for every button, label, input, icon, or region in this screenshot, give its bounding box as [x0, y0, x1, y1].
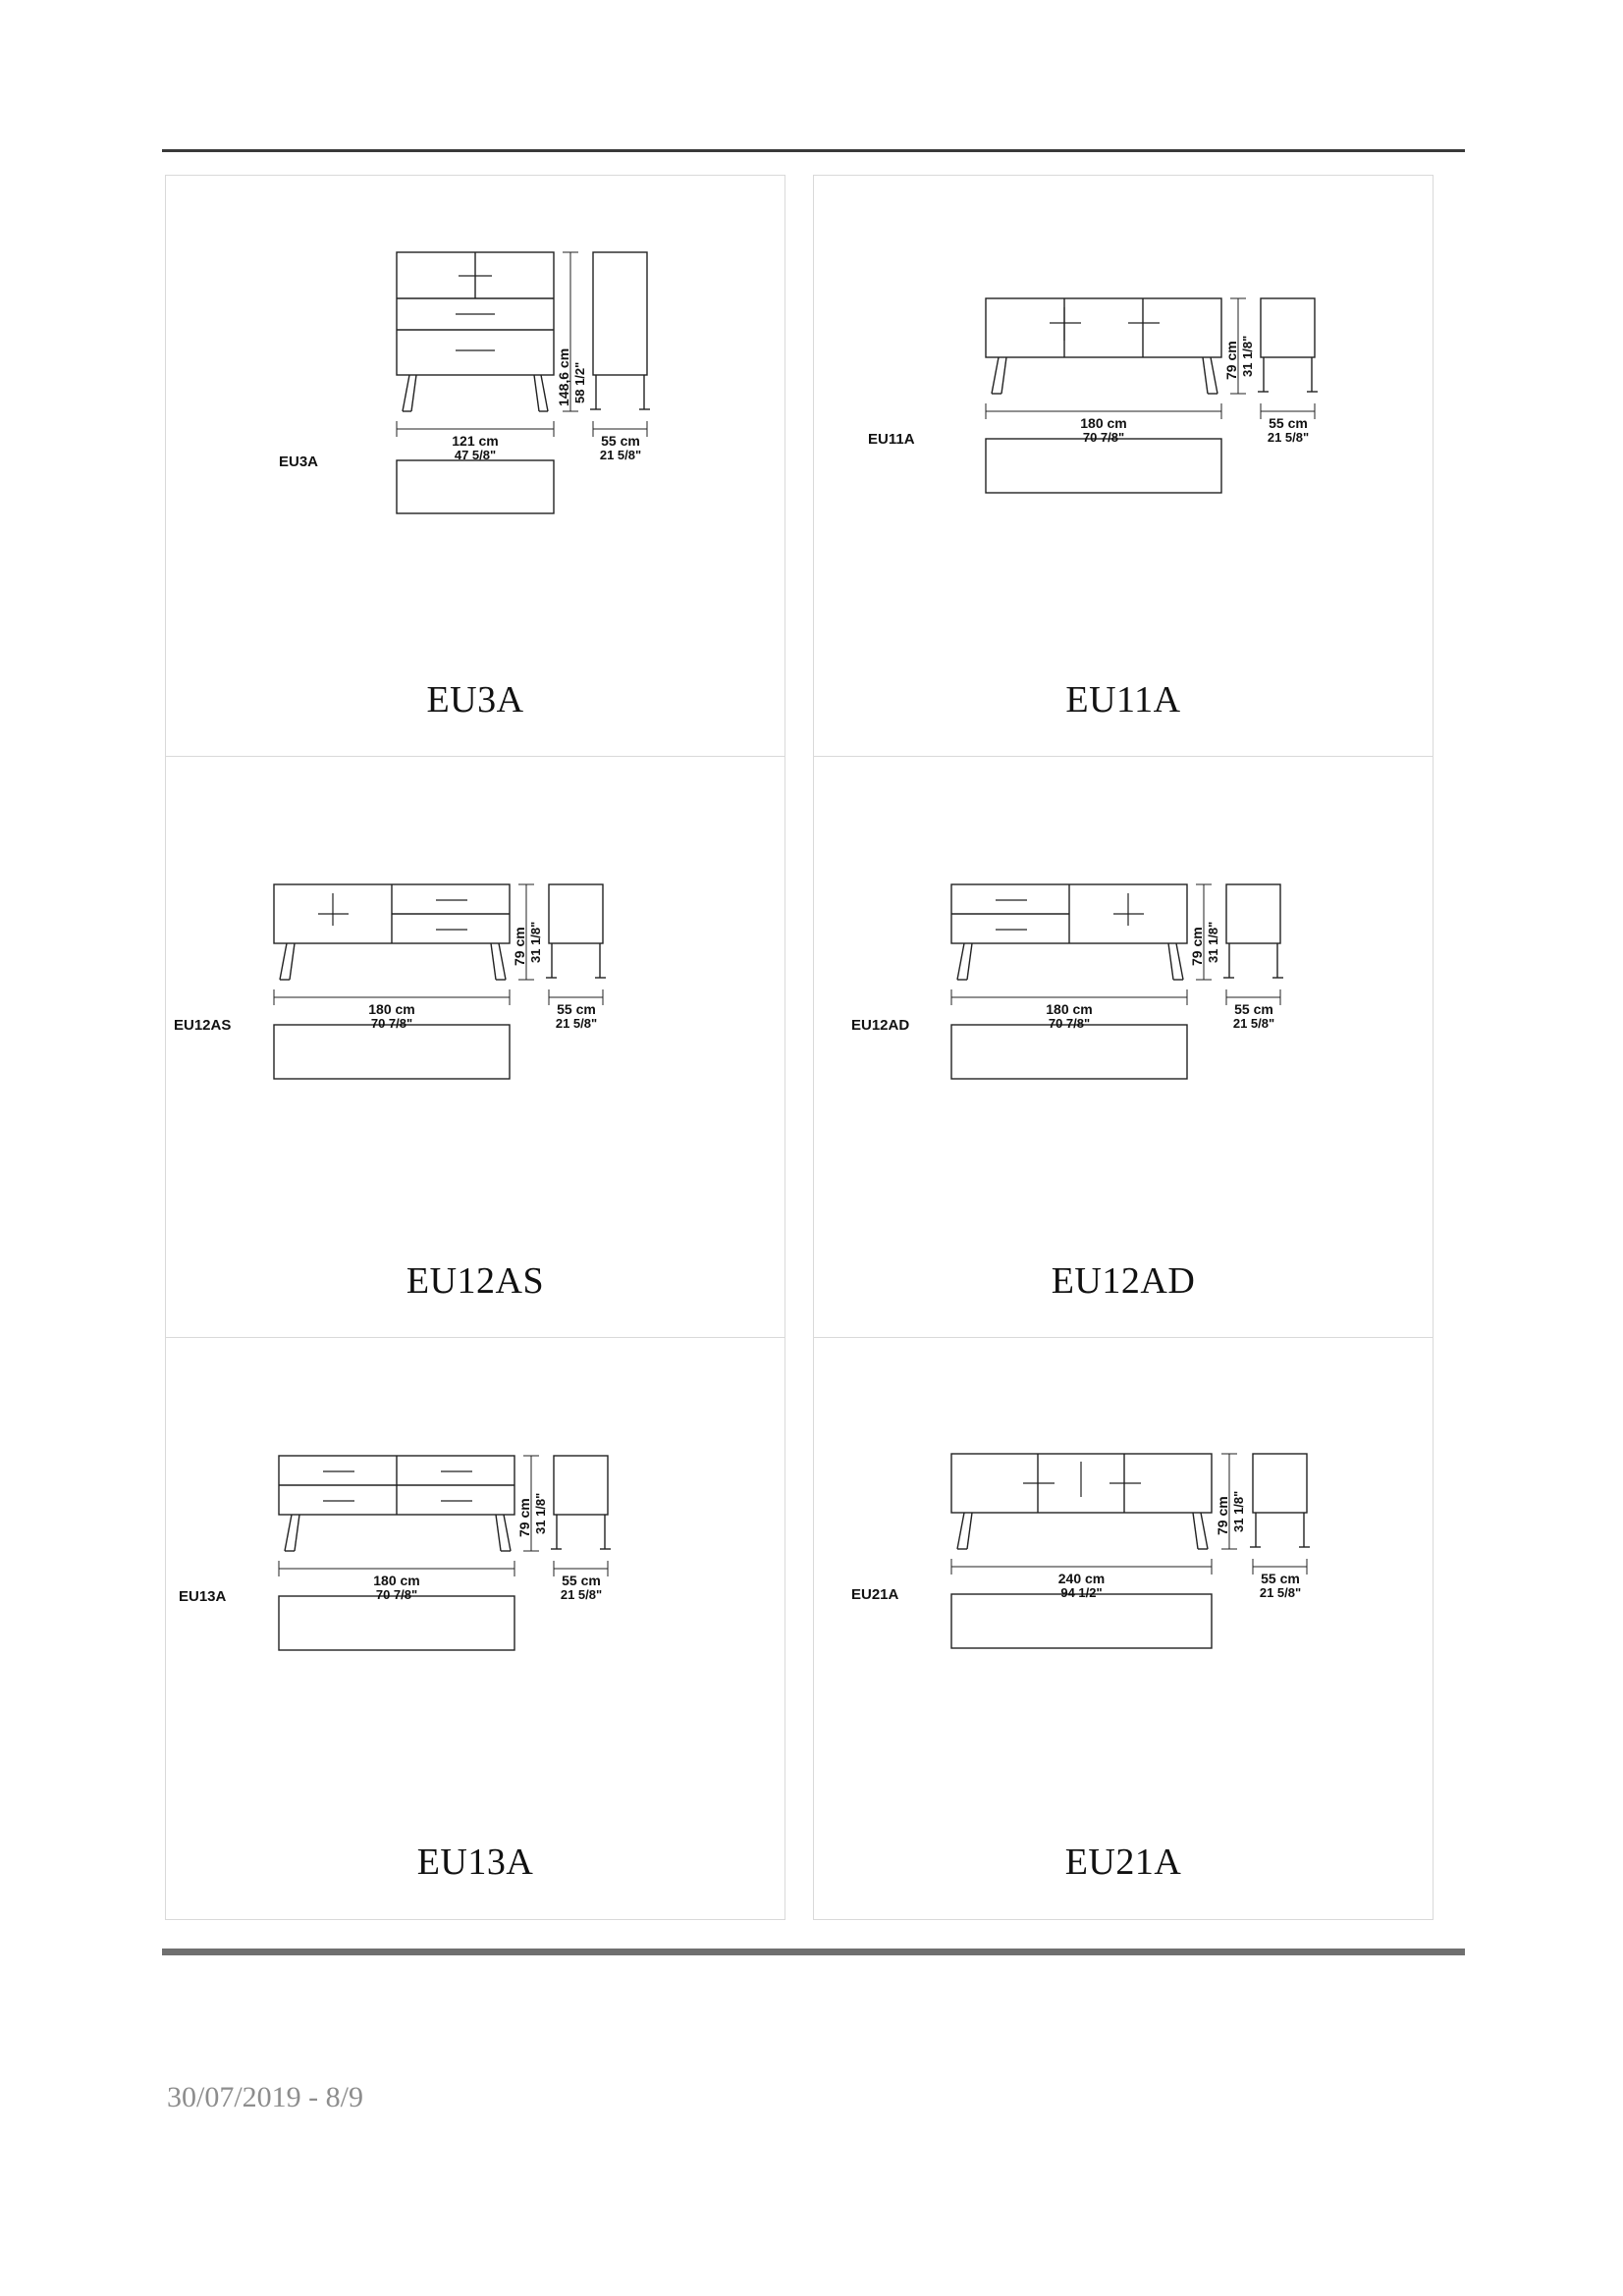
- front-width-cm: 180 cm: [368, 1001, 415, 1017]
- front-width-cm: 240 cm: [1057, 1571, 1106, 1586]
- front-height-inch-eu11a: [1240, 336, 1255, 377]
- front-height-in: 31 1/8": [1206, 921, 1220, 963]
- page-footer: 30/07/2019 - 8/9: [167, 2081, 363, 2113]
- front-width-dim-eu12ad: [951, 1001, 1187, 1032]
- front-height-in: 31 1/8": [1240, 335, 1255, 377]
- side-depth-cm: 55 cm: [562, 1573, 601, 1588]
- front-height-cm: 79 cm: [1189, 927, 1205, 966]
- side-depth-dim-eu12ad: [1216, 1001, 1292, 1032]
- front-width-in: 70 7/8": [375, 1587, 418, 1603]
- front-width-dim-eu11a: [986, 415, 1221, 446]
- code-label-eu12as: EU12AS: [174, 1017, 232, 1034]
- side-depth-dim-eu21a: [1242, 1571, 1319, 1601]
- code-label-eu21a: EU21A: [851, 1586, 899, 1603]
- top-divider: [162, 149, 1465, 152]
- front-height-dim-eu3a: [556, 348, 571, 406]
- technical-drawing-eu12as: [166, 757, 784, 1338]
- technical-drawing-eu12ad: [814, 757, 1433, 1338]
- product-title-eu12as: EU12AS: [406, 1260, 545, 1302]
- front-width-dim-eu21a: [951, 1571, 1212, 1601]
- front-width-cm: 180 cm: [1046, 1001, 1093, 1017]
- technical-drawing-eu21a: [814, 1338, 1433, 1919]
- code-label-eu3a: EU3A: [279, 454, 319, 470]
- side-depth-cm: 55 cm: [601, 433, 640, 449]
- front-height-dim-eu13a: [516, 1498, 532, 1537]
- front-height-inch-eu21a: [1231, 1491, 1246, 1532]
- front-height-cm: 79 cm: [516, 1498, 532, 1537]
- front-height-cm: 79 cm: [512, 927, 527, 966]
- side-depth-cm: 55 cm: [1269, 415, 1308, 431]
- front-height-cm: 148,6 cm: [556, 347, 571, 406]
- product-title-eu3a: EU3A: [426, 679, 524, 721]
- product-cell-eu3a: [165, 175, 785, 758]
- bottom-divider: [162, 1949, 1465, 1955]
- front-height-dim-eu12as: [512, 927, 527, 966]
- side-depth-in: 21 5/8": [599, 448, 642, 463]
- front-width-cm: 180 cm: [1080, 415, 1127, 431]
- product-title-eu13a: EU13A: [416, 1842, 534, 1883]
- side-depth-cm: 55 cm: [1261, 1571, 1300, 1586]
- front-height-cm: 79 cm: [1215, 1496, 1230, 1535]
- code-label-eu11a: EU11A: [868, 431, 915, 448]
- side-depth-in: 21 5/8": [555, 1016, 598, 1032]
- front-width-in: 94 1/2": [1060, 1585, 1103, 1601]
- code-label-eu13a: EU13A: [179, 1588, 227, 1605]
- product-title-eu21a: EU21A: [1064, 1842, 1182, 1883]
- front-height-dim-eu11a: [1223, 341, 1239, 380]
- side-depth-in: 21 5/8": [1259, 1585, 1302, 1601]
- product-cell-eu11a: [813, 175, 1434, 758]
- side-depth-cm: 55 cm: [1234, 1001, 1273, 1017]
- product-cell-eu12as: [165, 756, 785, 1339]
- product-title-eu11a: EU11A: [1065, 679, 1181, 721]
- front-height-inch-eu13a: [533, 1493, 548, 1534]
- front-height-in: 31 1/8": [1231, 1490, 1246, 1532]
- product-cell-eu12ad: [813, 756, 1434, 1339]
- front-height-cm: 79 cm: [1223, 341, 1239, 380]
- front-width-in: 47 5/8": [454, 448, 497, 463]
- product-cell-eu21a: [813, 1337, 1434, 1920]
- side-depth-dim-eu11a: [1250, 415, 1326, 446]
- front-width-cm: 180 cm: [373, 1573, 420, 1588]
- side-depth-dim-eu12as: [538, 1001, 615, 1032]
- technical-drawing-eu13a: [166, 1338, 784, 1919]
- front-height-in: 58 1/2": [572, 361, 587, 403]
- front-height-in: 31 1/8": [533, 1492, 548, 1534]
- technical-drawing-eu11a: [814, 176, 1433, 757]
- product-cell-eu13a: [165, 1337, 785, 1920]
- front-height-dim-eu21a: [1215, 1496, 1230, 1535]
- front-width-dim-eu3a: [397, 433, 554, 463]
- front-height-dim-eu12ad: [1189, 927, 1205, 966]
- front-height-inch-eu12ad: [1206, 922, 1220, 963]
- front-width-dim-eu13a: [279, 1573, 514, 1603]
- product-title-eu12ad: EU12AD: [1051, 1260, 1196, 1302]
- side-depth-dim-eu13a: [543, 1573, 620, 1603]
- front-width-in: 70 7/8": [370, 1016, 413, 1032]
- side-depth-in: 21 5/8": [560, 1587, 603, 1603]
- front-height-in: 31 1/8": [528, 921, 543, 963]
- code-label-eu12ad: EU12AD: [851, 1017, 910, 1034]
- side-depth-dim-eu3a: [582, 433, 659, 463]
- side-depth-in: 21 5/8": [1267, 430, 1310, 446]
- side-depth-cm: 55 cm: [557, 1001, 596, 1017]
- technical-drawing-eu3a: [166, 176, 784, 757]
- front-width-dim-eu12as: [274, 1001, 510, 1032]
- front-width-in: 70 7/8": [1082, 430, 1125, 446]
- front-width-in: 70 7/8": [1048, 1016, 1091, 1032]
- side-depth-in: 21 5/8": [1232, 1016, 1275, 1032]
- front-height-inch-eu3a: [572, 362, 587, 403]
- front-height-inch-eu12as: [528, 922, 543, 963]
- front-width-cm: 121 cm: [452, 433, 499, 449]
